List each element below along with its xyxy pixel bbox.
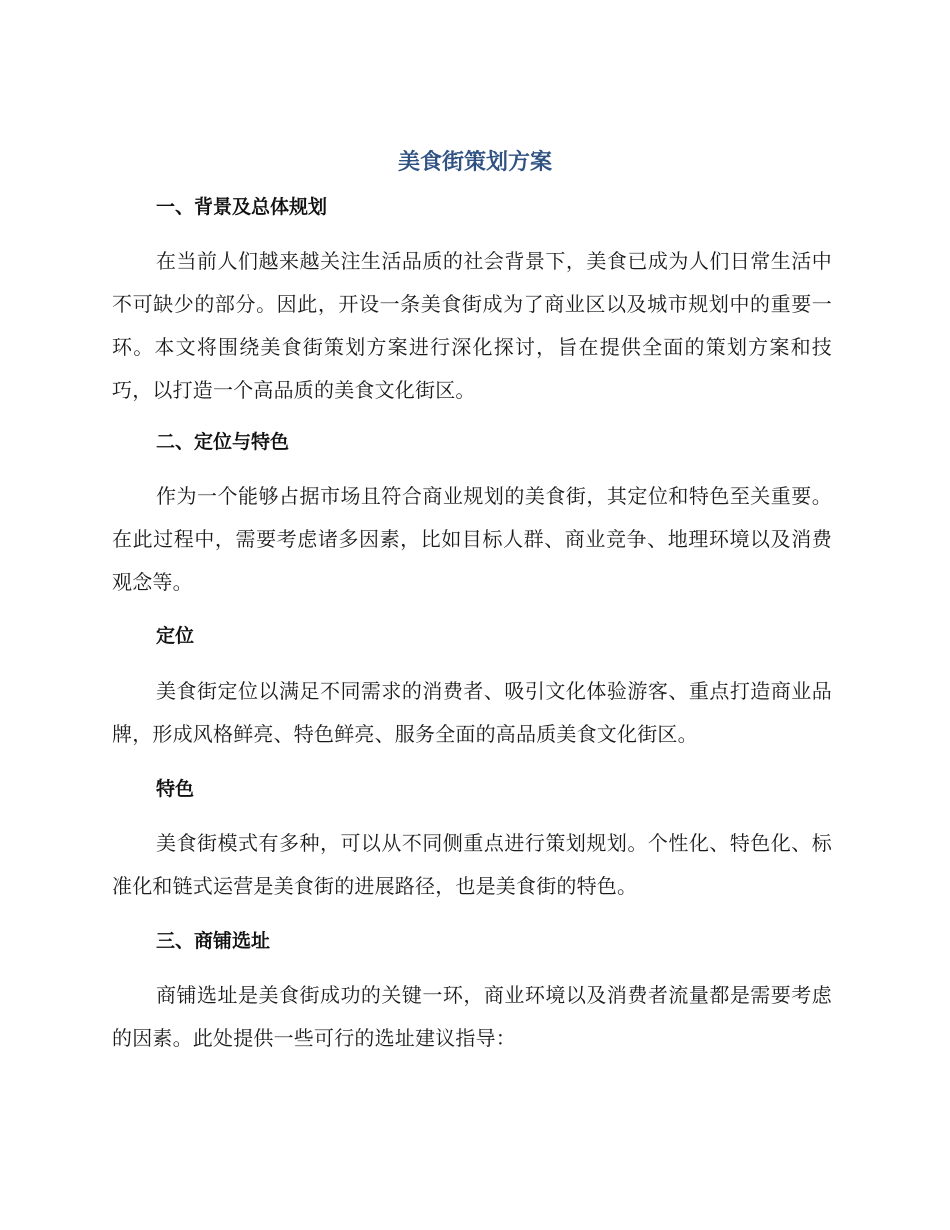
section-paragraph-shop-location: 商铺选址是美食街成功的关键一环，商业环境以及消费者流量都是需要考虑的因素。此处提供一些可行的选址建议指导： <box>112 983 832 1050</box>
subsection-paragraph-positioning: 美食街定位以满足不同需求的消费者、吸引文化体验游客、重点打造商业品牌，形成风格鲜亮、特色鲜亮、服务全面的高品质美食文化街区。 <box>112 679 832 746</box>
subsection-paragraph-features: 美食街模式有多种，可以从不同侧重点进行策划规划。个性化、特色化、标准化和链式运营是美食街的进展路径，也是美食街的特色。 <box>112 831 832 898</box>
subsection-heading-features: 特色 <box>156 778 195 800</box>
section-heading-shop-location: 三、商铺选址 <box>156 930 271 952</box>
section-heading-background: 一、背景及总体规划 <box>156 196 328 218</box>
section-heading-positioning-features: 二、定位与特色 <box>156 431 290 453</box>
subsection-heading-positioning: 定位 <box>156 625 195 647</box>
section-paragraph-positioning-features: 作为一个能够占据市场且符合商业规划的美食街，其定位和特色至关重要。在此过程中，需要考虑诸多因素，比如目标人群、商业竞争、地理环境以及消费观念等。 <box>112 484 832 594</box>
section-paragraph-background: 在当前人们越来越关注生活品质的社会背景下，美食已成为人们日常生活中不可缺少的部分。因此，开设一条美食街成为了商业区以及城市规划中的重要一环。本文将围绕美食街策划方案进行深化探讨，旨在提供全面的策划方案和技巧，以打造一个高品质的美食文化街区。 <box>112 249 832 402</box>
document-title: 美食街策划方案 <box>397 150 552 175</box>
